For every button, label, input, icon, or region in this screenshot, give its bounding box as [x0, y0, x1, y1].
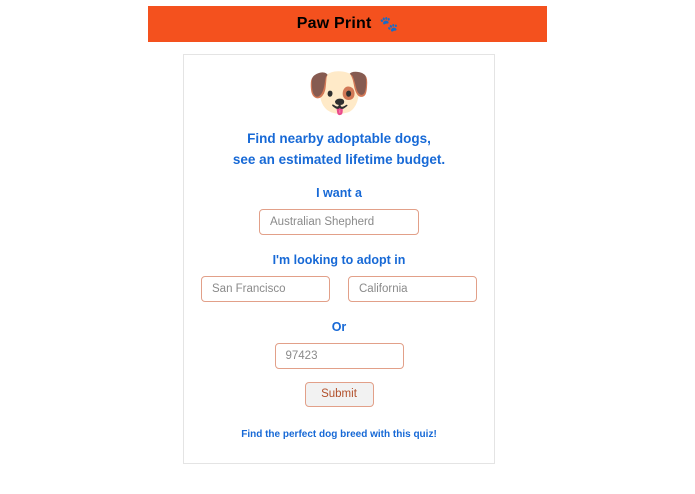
breed-quiz-link[interactable]: Find the perfect dog breed with this quiz!	[241, 428, 437, 440]
paw-print-icon: 🐾	[379, 15, 399, 33]
breed-label: I want a	[316, 185, 362, 200]
page-title: Paw Print	[296, 15, 372, 32]
tagline-line-1: Find nearby adoptable dogs,	[247, 131, 431, 146]
app-header	[148, 6, 547, 42]
zip-code-input[interactable]	[275, 343, 404, 369]
state-input[interactable]	[348, 276, 477, 302]
location-label: I'm looking to adopt in	[272, 252, 406, 267]
city-state-row	[201, 276, 477, 302]
dog-face-icon: 🐶	[306, 64, 372, 122]
tagline-line-2: see an estimated lifetime budget.	[232, 151, 446, 167]
breed-input[interactable]	[259, 209, 419, 235]
submit-button[interactable]: Submit	[305, 382, 374, 407]
or-separator-label: Or	[331, 319, 347, 334]
tagline	[233, 129, 445, 171]
search-form-card	[183, 54, 495, 464]
city-input[interactable]	[201, 276, 330, 302]
